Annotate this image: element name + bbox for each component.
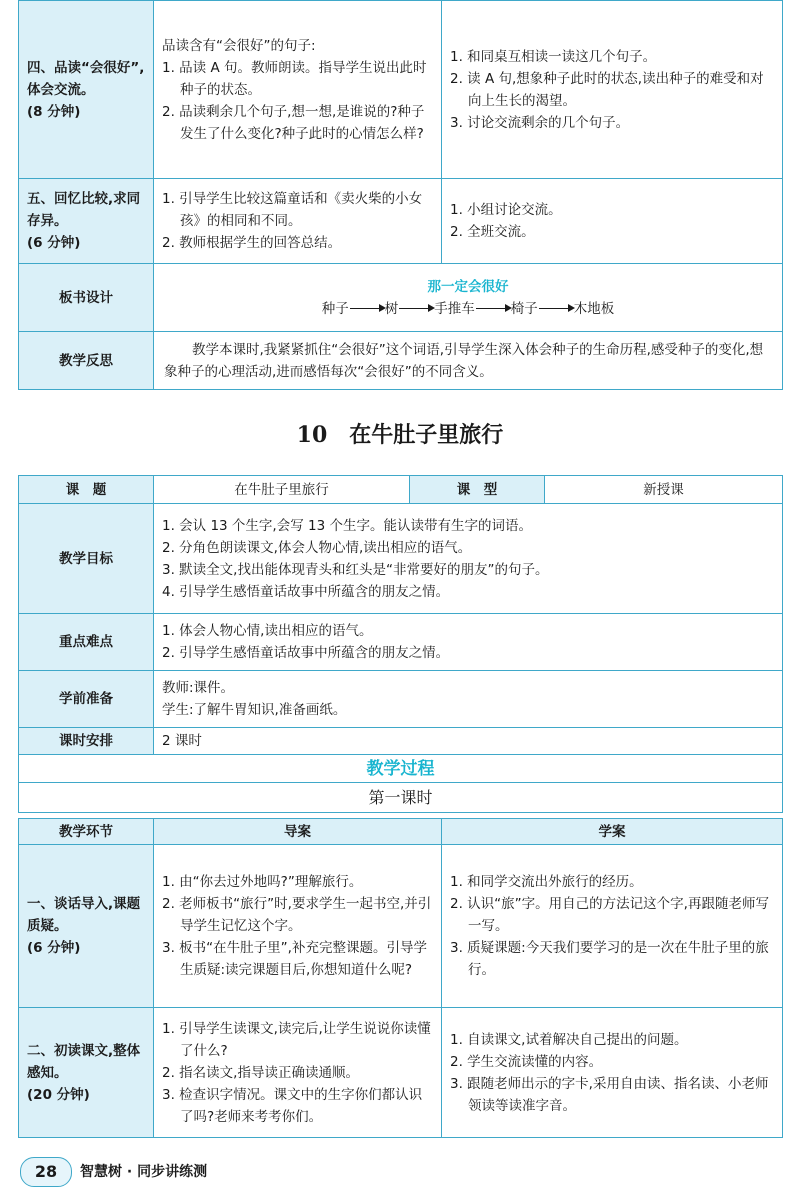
chain-node: 手推车	[434, 300, 475, 317]
list-item: 2. 学生交流读懂的内容。	[450, 1053, 603, 1070]
column-header: 导案	[154, 819, 442, 845]
step-label: 二、初读课文,整体感知。 (20 分钟)	[19, 1008, 154, 1138]
list-item: 2. 教师根据学生的回答总结。	[162, 235, 342, 251]
board-title: 那一定会很好	[427, 278, 509, 295]
guide-cell	[154, 1008, 442, 1138]
list-item: 1. 会认 13 个生字,会写 13 个生字。能认读带有生字的词语。	[162, 517, 532, 534]
process-title: 教学过程	[19, 755, 783, 783]
chain-node: 树	[384, 300, 399, 317]
list-item: 4. 引导学生感悟童话故事中所蕴含的朋友之情。	[162, 583, 450, 600]
column-header: 学案	[442, 819, 783, 845]
period-title-row	[19, 783, 783, 813]
goals-label: 教学目标	[19, 504, 154, 614]
key-points-label: 重点难点	[19, 614, 154, 671]
page-number: 28	[20, 1157, 72, 1187]
brand-name: 智慧树 · 同步讲练测	[80, 1164, 208, 1180]
board-design-label: 板书设计	[19, 264, 154, 332]
list-item: 2. 品读剩余几个句子,想一想,是谁说的?种子发生了什么变化?种子此时的心情怎么样?	[162, 103, 425, 142]
hours-row	[19, 728, 783, 755]
list-item: 3. 检查识字情况。课文中的生字你们都认识了吗?老师来考考你们。	[162, 1086, 423, 1125]
chain-node: 木地板	[573, 300, 615, 317]
list-item: 1. 引导学生比较这篇童话和《卖火柴的小女孩》的相同和不同。	[162, 191, 423, 229]
list-item: 学生:了解牛胃知识,准备画纸。	[162, 702, 347, 718]
arrow-right-icon	[476, 308, 510, 309]
reflection-label: 教学反思	[19, 332, 154, 390]
lesson-title	[0, 418, 800, 449]
list-item: 1. 和同桌互相读一读这几个句子。	[450, 48, 657, 65]
reflection-text: 教学本课时,我紧紧抓住“会很好”这个词语,引导学生深入体会种子的生命历程,感受种子的变化,想象种子的心理活动,进而感悟每次“会很好”的不同含义。	[154, 332, 783, 390]
prep-row	[19, 671, 783, 728]
arrow-right-icon	[399, 308, 433, 309]
step-label: 四、品读“会很好”,体会交流。 (8 分钟)	[19, 1, 154, 179]
table-row	[19, 1008, 783, 1138]
table-row	[19, 179, 783, 264]
lesson-number: 10	[296, 422, 328, 448]
list-item: 2. 老师板书“旅行”时,要求学生一起书空,并引导学生记忆这个字。	[162, 896, 432, 934]
topic-row	[19, 476, 783, 504]
chain-node: 种子	[321, 300, 349, 317]
study-cell	[442, 1008, 783, 1138]
type-label: 课 型	[410, 476, 545, 504]
list-item: 2. 读 A 句,想象种子此时的状态,读出种子的难受和对向上生长的渴望。	[450, 70, 764, 109]
guide-list	[162, 57, 433, 145]
list-item: 3. 板书“在牛肚子里”,补充完整课题。引导学生质疑:读完课题目后,你想知道什么呢?	[162, 940, 427, 978]
step-label: 五、回忆比较,求同存异。 (6 分钟)	[19, 179, 154, 264]
process-table	[18, 818, 783, 1138]
guide-cell: 品读含有“会很好”的句子: 1. 品读 A 句。教师朗读。指导学生说出此时种子的状态。 2. 品读剩余几个句子,想一想,是谁说的?种子发生了什么变化?种子此时的心情怎么样?	[154, 1, 442, 179]
arrow-right-icon	[539, 308, 573, 309]
study-list	[450, 46, 774, 134]
list-item: 2. 认识“旅”字。用自己的方法记这个字,再跟随老师写一写。	[450, 896, 769, 934]
page-footer	[18, 1155, 418, 1189]
list-item: 3. 讨论交流剩余的几个句子。	[450, 114, 630, 131]
hours-value: 2 课时	[154, 728, 783, 755]
list-item: 2. 引导学生感悟童话故事中所蕴含的朋友之情。	[162, 645, 450, 661]
list-item: 教师:课件。	[162, 680, 235, 696]
list-item: 1. 和同学交流出外旅行的经历。	[450, 874, 643, 890]
lesson-title-text: 在牛肚子里旅行	[349, 422, 504, 448]
list-item: 1. 引导学生读课文,读完后,让学生说说你读懂了什么?	[162, 1020, 431, 1059]
prep-cell	[154, 671, 783, 728]
board-chain	[162, 298, 774, 320]
process-title-row	[19, 755, 783, 783]
key-points-cell	[154, 614, 783, 671]
table-row	[19, 1, 783, 179]
list-item: 2. 指名读文,指导读正确读通顺。	[162, 1064, 359, 1081]
hours-label: 课时安排	[19, 728, 154, 755]
goals-cell	[154, 504, 783, 614]
topic-value: 在牛肚子里旅行	[154, 476, 410, 504]
board-design-row	[19, 264, 783, 332]
reflection-row	[19, 332, 783, 390]
lesson-plan-table	[18, 475, 783, 813]
previous-lesson-table	[18, 0, 783, 390]
list-item: 3. 跟随老师出示的字卡,采用自由读、指名读、小老师领读等读准字音。	[450, 1075, 769, 1114]
key-points-row	[19, 614, 783, 671]
list-item: 1. 体会人物心情,读出相应的语气。	[162, 623, 373, 639]
type-value: 新授课	[545, 476, 783, 504]
guide-cell	[154, 845, 442, 1008]
arrow-right-icon	[350, 308, 384, 309]
prep-label: 学前准备	[19, 671, 154, 728]
column-header: 教学环节	[19, 819, 154, 845]
list-item: 1. 品读 A 句。教师朗读。指导学生说出此时种子的状态。	[162, 59, 427, 98]
topic-label: 课 题	[19, 476, 154, 504]
chain-node: 椅子	[510, 300, 538, 317]
table-row	[19, 845, 783, 1008]
list-item: 1. 小组讨论交流。	[450, 202, 562, 218]
list-item: 2. 全班交流。	[450, 224, 535, 240]
study-cell	[442, 845, 783, 1008]
board-design-cell	[154, 264, 783, 332]
study-cell	[442, 1, 783, 179]
list-item: 1. 由“你去过外地吗?”理解旅行。	[162, 874, 363, 890]
guide-cell	[154, 179, 442, 264]
goals-row	[19, 504, 783, 614]
list-item: 3. 质疑课题:今天我们要学习的是一次在牛肚子里的旅行。	[450, 940, 769, 978]
list-item: 3. 默读全文,找出能体现青头和红头是“非常要好的朋友”的句子。	[162, 561, 549, 578]
list-item: 2. 分角色朗读课文,体会人物心情,读出相应的语气。	[162, 539, 472, 556]
list-item: 1. 自读课文,试着解决自己提出的问题。	[450, 1031, 688, 1048]
table-header-row	[19, 819, 783, 845]
step-label: 一、谈话导入,课题质疑。 (6 分钟)	[19, 845, 154, 1008]
period-title: 第一课时	[19, 783, 783, 813]
study-cell	[442, 179, 783, 264]
